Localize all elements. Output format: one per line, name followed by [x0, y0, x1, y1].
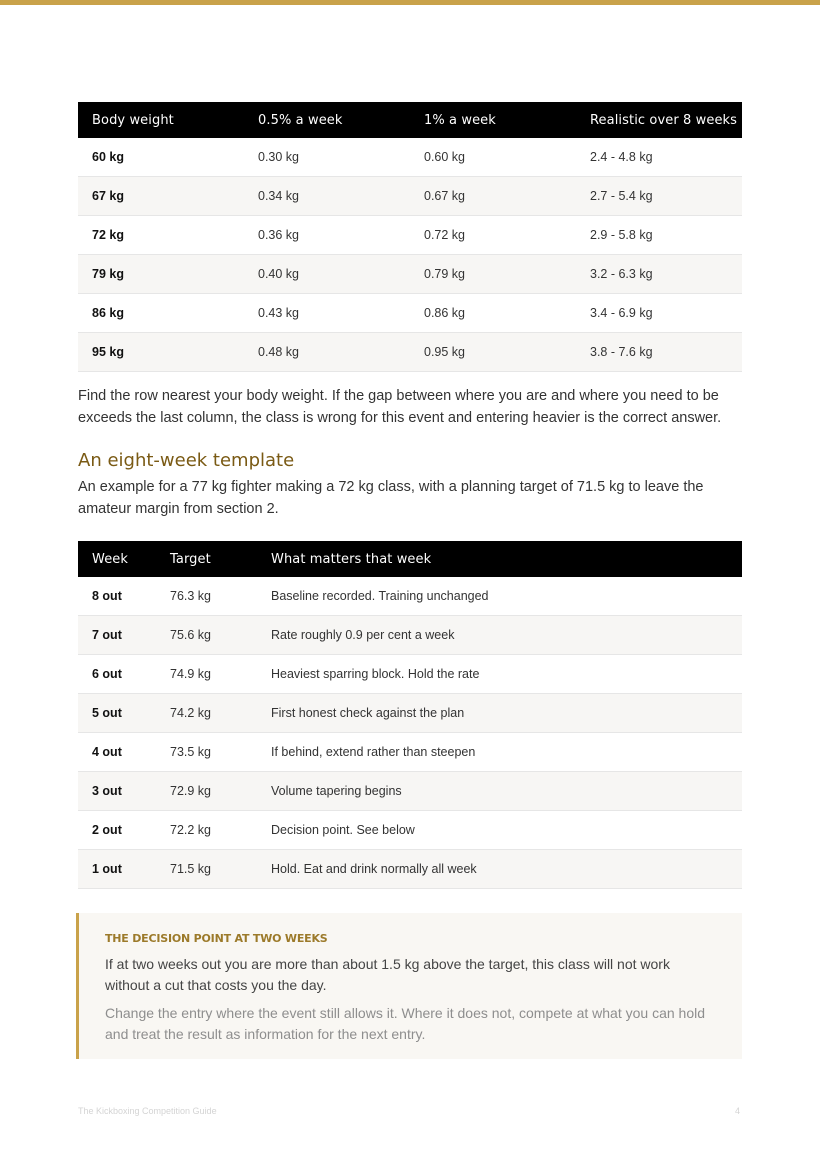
- table-cell: First honest check against the plan: [257, 694, 742, 733]
- column-header: 1% a week: [424, 112, 496, 128]
- column-header: What matters that week: [271, 551, 432, 567]
- table-cell: 0.48 kg: [244, 333, 410, 372]
- table-cell: 74.2 kg: [156, 694, 257, 733]
- table-cell: 95 kg: [78, 333, 244, 372]
- table-cell: 72.9 kg: [156, 772, 257, 811]
- table-cell: 7 out: [78, 616, 156, 655]
- table-cell: 6 out: [78, 655, 156, 694]
- table-cell: 0.67 kg: [410, 177, 576, 216]
- column-header: Body weight: [92, 112, 174, 128]
- footer-document-title: The Kickboxing Competition Guide: [78, 1106, 217, 1116]
- table-row: [78, 138, 742, 177]
- table-row: [78, 772, 742, 811]
- table-cell: 71.5 kg: [156, 850, 257, 889]
- table-cell: 0.43 kg: [244, 294, 410, 333]
- table-row: [78, 811, 742, 850]
- table-row: [78, 177, 742, 216]
- table-cell: If behind, extend rather than steepen: [257, 733, 742, 772]
- callout-title: THE DECISION POINT AT TWO WEEKS: [105, 932, 328, 945]
- table-cell: Volume tapering begins: [257, 772, 742, 811]
- table-cell: 3.4 - 6.9 kg: [576, 294, 742, 333]
- table-cell: 72.2 kg: [156, 811, 257, 850]
- column-header: 0.5% a week: [258, 112, 343, 128]
- table-cell: 5 out: [78, 694, 156, 733]
- column-header: Target: [170, 551, 211, 567]
- table-row: [78, 694, 742, 733]
- decision-point-callout: [76, 913, 742, 1059]
- table-cell: 2.9 - 5.8 kg: [576, 216, 742, 255]
- table-row: [78, 216, 742, 255]
- section-heading: An eight-week template: [78, 450, 295, 471]
- table-cell: 0.86 kg: [410, 294, 576, 333]
- table-cell: 67 kg: [78, 177, 244, 216]
- top-accent-bar: [0, 0, 820, 5]
- table-row: [78, 294, 742, 333]
- table-cell: 0.40 kg: [244, 255, 410, 294]
- weight-loss-rate-table: [78, 102, 742, 372]
- table-row: [78, 655, 742, 694]
- table-cell: Baseline recorded. Training unchanged: [257, 577, 742, 616]
- table-cell: 79 kg: [78, 255, 244, 294]
- table-cell: 0.30 kg: [244, 138, 410, 177]
- table-cell: Hold. Eat and drink normally all week: [257, 850, 742, 889]
- table-cell: 76.3 kg: [156, 577, 257, 616]
- table-cell: 8 out: [78, 577, 156, 616]
- table-cell: 86 kg: [78, 294, 244, 333]
- table-cell: Decision point. See below: [257, 811, 742, 850]
- callout-paragraph: If at two weeks out you are more than about 1.5 kg above the target, this class will not work without a cut that costs you the day.: [105, 956, 670, 993]
- table-cell: 0.72 kg: [410, 216, 576, 255]
- table-cell: Rate roughly 0.9 per cent a week: [257, 616, 742, 655]
- table-cell: 72 kg: [78, 216, 244, 255]
- callout-paragraph-secondary: Change the entry where the event still allows it. Where it does not, compete at what you can hold and treat the result as information for the next entry.: [105, 1005, 705, 1042]
- table-cell: 74.9 kg: [156, 655, 257, 694]
- column-header: Realistic over 8 weeks: [590, 112, 738, 128]
- table-row: [78, 333, 742, 372]
- table-cell: 0.79 kg: [410, 255, 576, 294]
- table-row: [78, 577, 742, 616]
- table-cell: 4 out: [78, 733, 156, 772]
- table-cell: Heaviest sparring block. Hold the rate: [257, 655, 742, 694]
- table-cell: 73.5 kg: [156, 733, 257, 772]
- table-row: [78, 733, 742, 772]
- template-intro-paragraph: An example for a 77 kg fighter making a 72 kg class, with a planning target of 71.5 kg to leave the amateur margin from section 2.: [78, 479, 704, 517]
- table-cell: 0.95 kg: [410, 333, 576, 372]
- table-cell: 1 out: [78, 850, 156, 889]
- table-cell: 0.34 kg: [244, 177, 410, 216]
- table-cell: 2.4 - 4.8 kg: [576, 138, 742, 177]
- table-cell: 3.8 - 7.6 kg: [576, 333, 742, 372]
- table-cell: 75.6 kg: [156, 616, 257, 655]
- column-header: Week: [92, 551, 129, 567]
- table-header-row: [78, 102, 742, 138]
- footer-page-number: 4: [735, 1106, 741, 1116]
- table-header-row: [78, 541, 742, 577]
- table-cell: 0.60 kg: [410, 138, 576, 177]
- eight-week-template-table: [78, 541, 742, 889]
- table-cell: 2.7 - 5.4 kg: [576, 177, 742, 216]
- table-cell: 2 out: [78, 811, 156, 850]
- table-row: [78, 616, 742, 655]
- table-cell: 3 out: [78, 772, 156, 811]
- table-cell: 0.36 kg: [244, 216, 410, 255]
- table-cell: 60 kg: [78, 138, 244, 177]
- row-guidance-paragraph: Find the row nearest your body weight. If the gap between where you are and where you need to be exceeds the last column, the class is wrong for this event and entering heavier is the correct answer.: [78, 388, 722, 426]
- table-row: [78, 255, 742, 294]
- table-row: [78, 850, 742, 889]
- main-content: [78, 102, 742, 889]
- table-cell: 3.2 - 6.3 kg: [576, 255, 742, 294]
